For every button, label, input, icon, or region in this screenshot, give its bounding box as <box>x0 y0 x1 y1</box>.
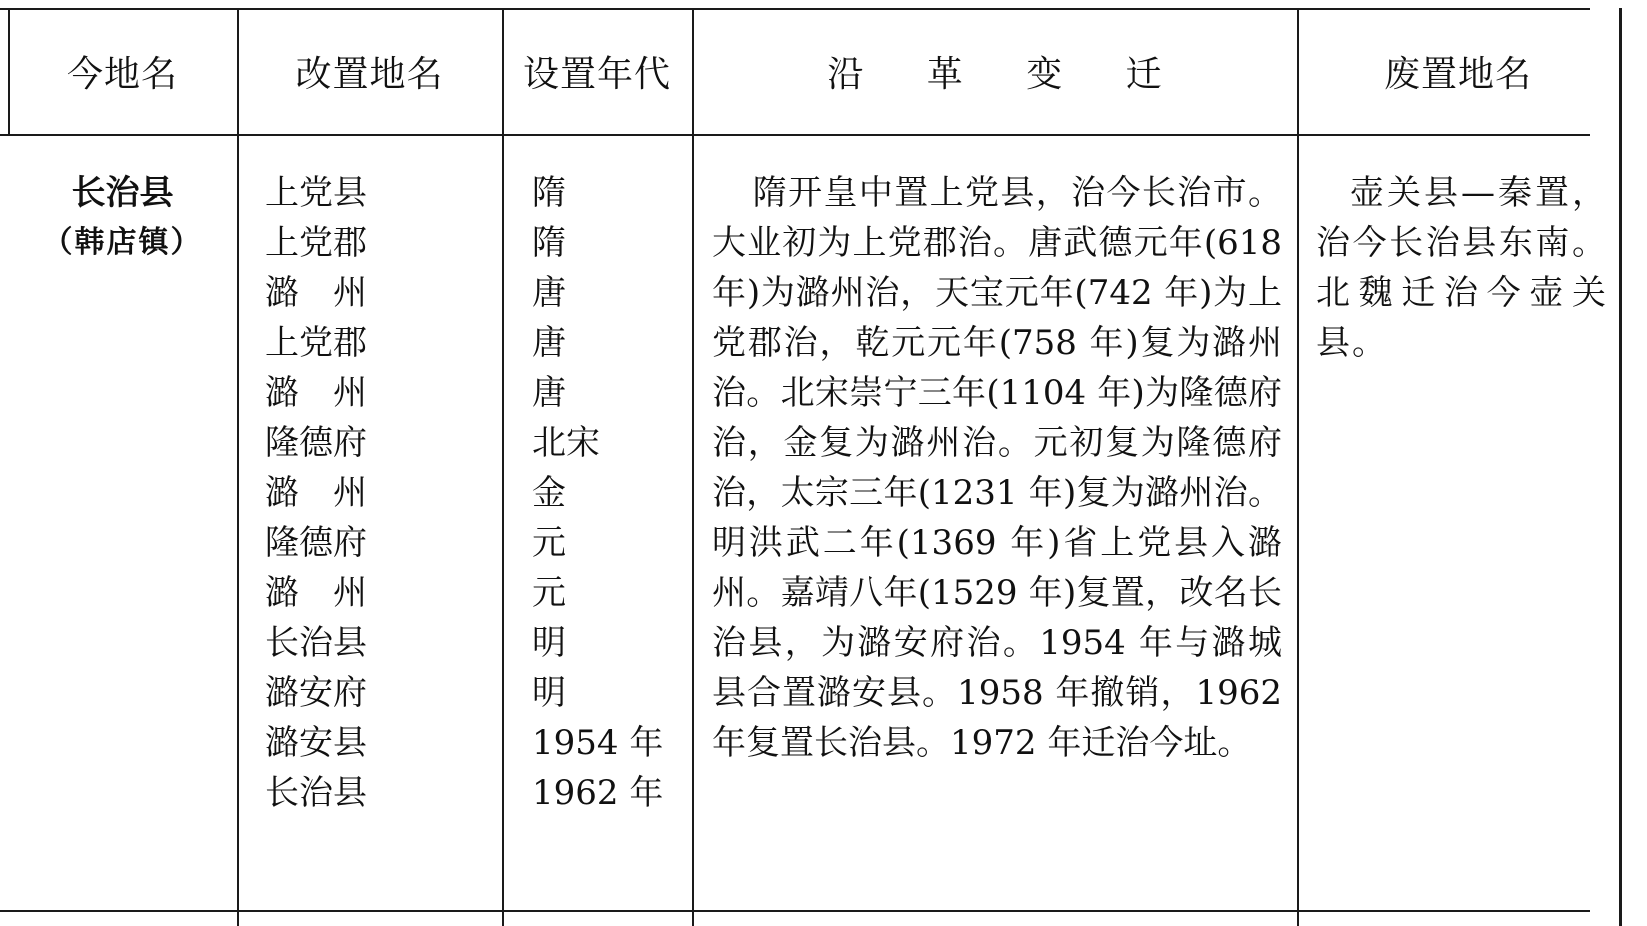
list-item: 金 <box>532 473 566 513</box>
current-place-seat: （韩店镇） <box>42 225 203 260</box>
header-history: 沿 革 变 迁 <box>827 53 1188 95</box>
abolished-places-text: 壶关县—秦置，治今长治县东南。北魏迁治今壶关县。 <box>1316 173 1608 363</box>
set-era-list <box>532 168 690 818</box>
list-item: 潞 州 <box>265 473 367 513</box>
list-item: 长治县 <box>265 773 367 813</box>
header-abolished-places: 废置地名 <box>1383 53 1532 95</box>
current-place-name: 长治县 <box>71 173 174 213</box>
list-item: 隆德府 <box>265 423 367 463</box>
list-item: 1962 年 <box>532 773 664 813</box>
column-rule-3 <box>692 8 694 926</box>
list-item: 唐 <box>532 273 566 313</box>
list-item: 隆德府 <box>265 523 367 563</box>
column-rule-2 <box>502 8 504 926</box>
list-item: 潞 州 <box>265 373 367 413</box>
list-item: 唐 <box>532 323 566 363</box>
renamed-places-cell <box>265 168 495 818</box>
current-place-cell <box>8 168 237 268</box>
renamed-places-list <box>265 168 495 818</box>
list-item: 上党县 <box>265 173 367 213</box>
list-item: 唐 <box>532 373 566 413</box>
list-item: 潞安府 <box>265 673 367 713</box>
list-item: 长治县 <box>265 623 367 663</box>
column-rule-4 <box>1297 8 1299 926</box>
list-item: 潞 州 <box>265 273 367 313</box>
list-item: 隋 <box>532 173 566 213</box>
header-set-era: 设置年代 <box>522 53 671 95</box>
list-item: 1954 年 <box>532 723 664 763</box>
list-item: 潞 州 <box>265 573 367 613</box>
list-item: 元 <box>532 573 566 613</box>
list-item: 明 <box>532 673 566 713</box>
column-rule-right <box>1619 8 1622 926</box>
set-era-cell <box>532 168 690 818</box>
list-item: 隋 <box>532 223 566 263</box>
header-renamed-places: 改置地名 <box>295 53 444 95</box>
list-item: 元 <box>532 523 566 563</box>
list-item: 潞安县 <box>265 723 367 763</box>
column-rule-1 <box>237 8 239 926</box>
history-text: 隋开皇中置上党县，治今长治市。大业初为上党郡治。唐武德元年(618 年)为潞州治，天宝元年(742 年)为上党郡治，乾元元年(758 年)复为潞州治。北宋崇宁三年(1104 年)为隆德府治，金复为潞州治。元初复为隆德府治，太宗三年(1231 年)复为潞州治。明洪武二年(1369 年)省上党县入潞州。嘉靖八年(1529 年)复置，改名长治县，为潞安府治。1954 年与潞城县合置潞安县。1958 年撤销，1962 年复置长治县。1972 年迁治今址。 <box>712 173 1282 763</box>
list-item: 上党郡 <box>265 223 367 263</box>
list-item: 北宋 <box>532 423 600 463</box>
list-item: 上党郡 <box>265 323 367 363</box>
list-item: 明 <box>532 623 566 663</box>
header-current-name: 今地名 <box>66 53 178 95</box>
